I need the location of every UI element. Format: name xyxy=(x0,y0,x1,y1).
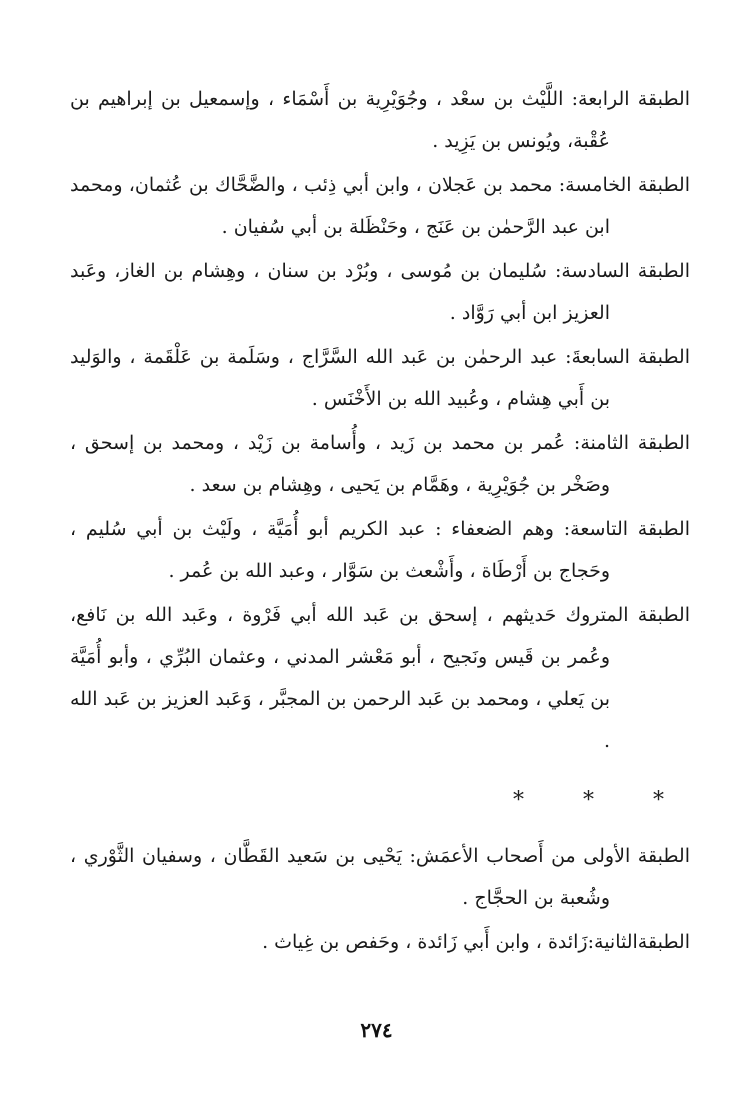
paragraph-matruk: الطبقة المتروك حَديثهم ، إسحق بن عَبد الله أبي فَرْوة ، وعَبد الله بن نَافع، وعُمر بن قَيس ونَجيح ، أبو مَعْشر المدني ، وعثمان البُرِّي ، وأبو أُمَيَّة بن يَعلي ، ومحمد بن عَبد الرحمن بن المجبَّر ، وَعَبد العزيز بن عَبد الله . xyxy=(70,604,690,752)
paragraph-tabaqa-6: الطبقة السادسة: سُليمان بن مُوسى ، وبُرْد بن سنان ، وهِشام بن الغاز، وعَبد العزيز ابن أبي رَوَّاد . xyxy=(70,260,690,324)
paragraph-amash-tabaqa-2: الطبقةالثانية:زَائدة ، وابن أَبي زَائدة ، وحَفص بن غِياث . xyxy=(262,931,690,953)
paragraph-tabaqa-5: الطبقة الخامسة: محمد بن عَجلان ، وابن أبي ذِئب ، والضَّحَّاك بن عُثمان، ومحمد ابن عبد الرَّحمٰن بن عَنَج ، وحَنْظَلة بن أبي سُفيان . xyxy=(70,174,690,238)
paragraph-tabaqa-8: الطبقة الثامنة: عُمر بن محمد بن زَيد ، وأُسامة بن زَيْد ، ومحمد بن إسحق ، وصَخْر بن جُوَيْرِية ، وهَمَّام بن يَحيى ، وهِشام بن سعد . xyxy=(70,432,690,496)
paragraph-amash-tabaqa-1: الطبقة الأولى من أَصحاب الأعمَش: يَحْيى بن سَعيد القَطَّان ، وسفيان الثَّوْري ، وشُعبة بن الحجَّاج . xyxy=(70,845,690,909)
page-number: ٢٧٤ xyxy=(360,1018,393,1042)
section-separator: * * * xyxy=(513,788,690,813)
paragraph-tabaqa-9: الطبقة التاسعة: وهم الضعفاء : عبد الكريم أبو أُمَيَّة ، ولَيْث بن أبي سُليم ، وحَجاج بن أَرْطَاة ، وأَشْعث بن سَوَّار ، وعبد الله بن عُمر . xyxy=(70,518,690,582)
paragraph-tabaqa-7: الطبقة السابعةَ: عبد الرحمٰن بن عَبد الله السَّرَّاج ، وسَلَمة بن عَلْقَمة ، والوَليد بن أَبي هِشام ، وعُبيد الله بن الأَخْنَس . xyxy=(70,346,690,410)
page-body xyxy=(70,78,690,965)
paragraph-tabaqa-4: الطبقة الرابعة: اللَّيْث بن سعْد ، وجُوَيْرِية بن أَسْمَاء ، وإسمعيل بن إبراهيم بن عُقْبة، ويُونس بن يَزِيد . xyxy=(70,88,690,152)
